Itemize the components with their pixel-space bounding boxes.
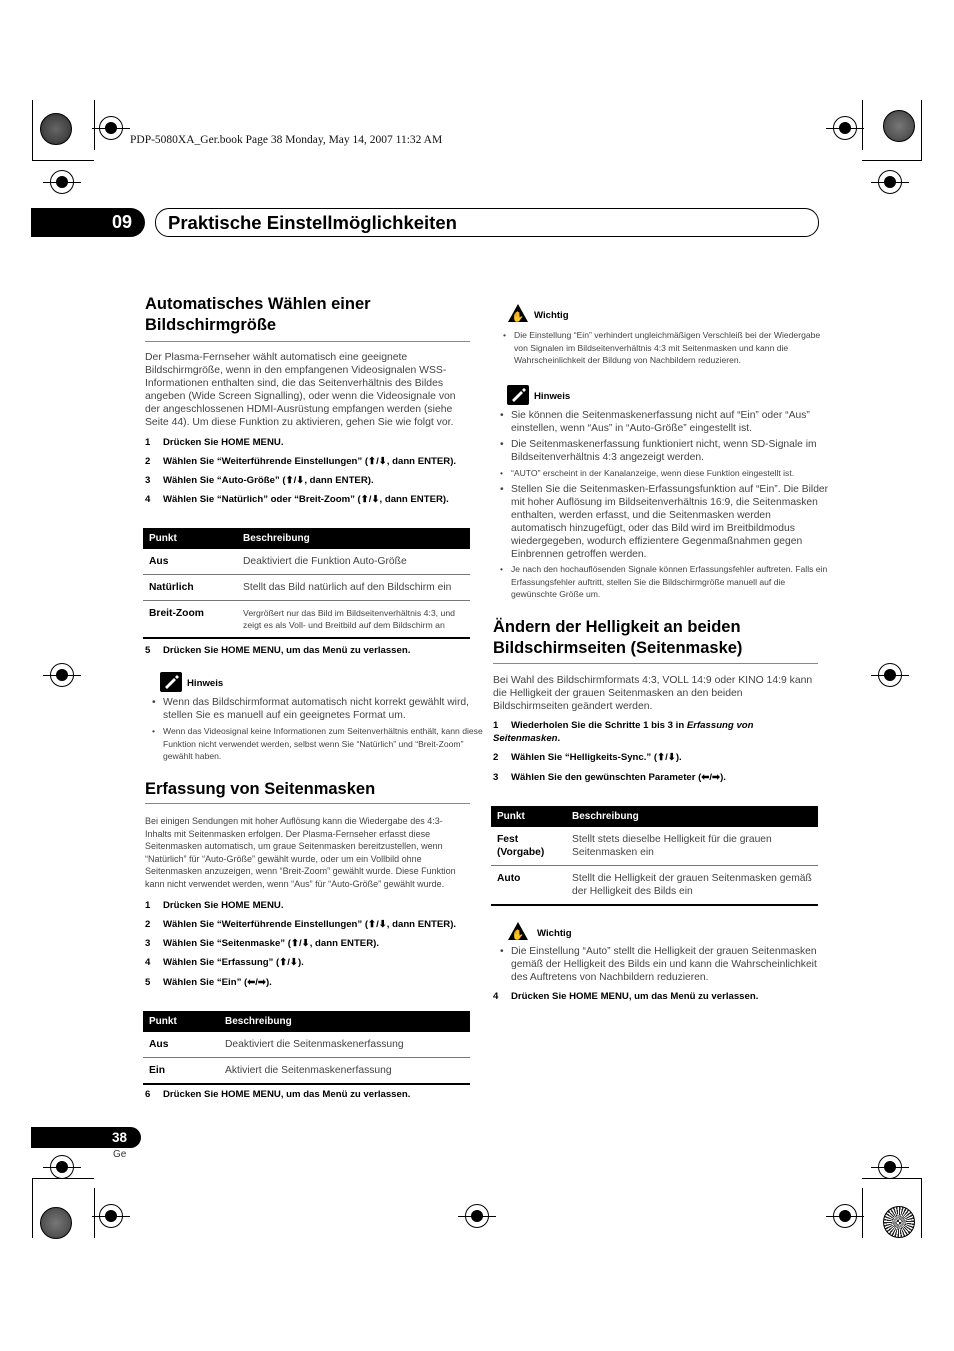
- crop-line: [862, 1188, 863, 1238]
- chapter-title: Praktische Einstellmöglichkeiten: [168, 212, 457, 233]
- registration-target: [99, 116, 123, 140]
- step-text-end: .: [557, 733, 561, 744]
- section-title-auto-size: [145, 294, 371, 336]
- section-title-brightness: [493, 617, 742, 659]
- note-label: Hinweis: [187, 678, 224, 689]
- table-header-row: [143, 528, 470, 549]
- crop-line: [921, 100, 922, 160]
- table-header: Punkt: [143, 1011, 219, 1032]
- step-number: 2: [145, 456, 151, 467]
- step-text: Drücken Sie HOME MENU.: [163, 900, 284, 911]
- table-cell: Deaktiviert die Funktion Auto-Größe: [237, 549, 470, 575]
- step-number: 3: [493, 772, 499, 783]
- table-header: Punkt: [143, 528, 237, 549]
- registration-target: [50, 663, 74, 687]
- table-cell: Auto: [491, 866, 566, 906]
- note-item: • Je nach den hochauflösenden Signale können Erfassungsfehler auftreten. Falls ein Erfassungsfehler auftritt, stellen Sie die Bildschirmgröße manuell auf die gewünschte Größe um.: [500, 563, 829, 601]
- table-cell: Natürlich: [143, 575, 237, 601]
- important-item: • Die Einstellung “Ein” verhindert ungleichmäßigen Verschleiß bei der Wiedergabe von Signalen im Bildseitenverhältnis 4:3 mit Seitenmasken und kann die Wahrscheinlichkeit der Bildung von Nachbildern reduzieren.: [503, 329, 832, 367]
- title-line: Ändern der Helligkeit an beiden: [493, 618, 741, 636]
- step: [145, 475, 374, 486]
- important-label: Wichtig: [534, 310, 569, 321]
- registration-target: [878, 170, 902, 194]
- table-cell: Stellt stets dieselbe Helligkeit für die grauen Seitenmasken ein: [566, 827, 818, 866]
- file-info: PDP-5080XA_Ger.book Page 38 Monday, May 14, 2007 11:32 AM: [130, 134, 443, 146]
- crop-line: [32, 1178, 94, 1179]
- registration-rosette: [883, 1206, 915, 1238]
- table-cell: Aus: [143, 549, 237, 575]
- step: [145, 1089, 410, 1100]
- step: [145, 919, 456, 930]
- step-text: Wiederholen Sie die Schritte 1 bis 3 in: [511, 720, 687, 731]
- table-header: Beschreibung: [219, 1011, 470, 1032]
- table-cell: Stellt die Helligkeit der grauen Seitenmasken gemäß der Helligkeit des Bilds ein: [566, 866, 818, 906]
- step-text: Drücken Sie HOME MENU, um das Menü zu verlassen.: [163, 645, 411, 656]
- note-icon: [160, 672, 182, 692]
- important-label: Wichtig: [537, 928, 572, 939]
- note-icon: [507, 385, 529, 405]
- step: [145, 645, 410, 656]
- page-language: Ge: [113, 1149, 127, 1160]
- registration-target: [833, 116, 857, 140]
- note-item: • Die Seitenmaskenerfassung funktioniert nicht, wenn SD-Signale im Bildseitenverhältnis 4:3 angezeigt werden.: [500, 438, 829, 464]
- step-number: 3: [145, 938, 151, 949]
- step-reference: Seitenmasken: [493, 733, 558, 744]
- step-text: Wählen Sie “Erfassung” (⬆/⬇).: [163, 957, 304, 968]
- section-rule: [145, 341, 470, 342]
- step-number: 1: [145, 437, 151, 448]
- step-number: 4: [145, 494, 151, 505]
- step: [145, 977, 272, 988]
- step-reference: Erfassung von: [686, 720, 754, 731]
- registration-target: [99, 1204, 123, 1228]
- important-item: • Die Einstellung “Auto” stellt die Helligkeit der grauen Seitenmasken gemäß der Helligkeit des Bilds ein und kann die Wahrscheinlichkeit des Auftretens von Nachbildern reduzieren.: [500, 945, 831, 984]
- crop-line: [94, 1188, 95, 1238]
- registration-rosette: [40, 1207, 72, 1239]
- registration-target: [878, 663, 902, 687]
- auto-size-table: [143, 528, 470, 639]
- title-line: Bildschirmgröße: [145, 316, 277, 334]
- note-label: Hinweis: [534, 391, 571, 402]
- step-number: 3: [145, 475, 151, 486]
- table-row: [143, 549, 470, 575]
- crop-line: [32, 160, 94, 161]
- crop-line: [921, 1178, 922, 1238]
- step: [145, 900, 283, 911]
- registration-target: [50, 170, 74, 194]
- title-line: Automatisches Wählen einer: [145, 295, 371, 313]
- table-header: Beschreibung: [566, 806, 818, 827]
- table-cell: Ein: [143, 1058, 219, 1085]
- crop-line: [32, 100, 33, 160]
- table-row: [143, 575, 470, 601]
- step-number: 1: [145, 900, 151, 911]
- table-row: [143, 1058, 470, 1085]
- crop-line: [94, 100, 95, 150]
- step-text: Wählen Sie “Ein” (⬅/➡).: [163, 977, 272, 988]
- table-row: [143, 1032, 470, 1058]
- table-row: [491, 866, 818, 906]
- title-line: Bildschirmseiten (Seitenmaske): [493, 639, 743, 657]
- registration-target: [833, 1204, 857, 1228]
- registration-target: [878, 1155, 902, 1179]
- table-row: [143, 601, 470, 639]
- step: [493, 991, 758, 1002]
- note-item: • Wenn das Bildschirmformat automatisch nicht korrekt gewählt wird, stellen Sie es manuell auf ein geeignetes Format um.: [152, 696, 481, 722]
- step: [145, 957, 304, 968]
- chapter-number: 09: [112, 212, 133, 232]
- step-number: 4: [493, 991, 499, 1002]
- note-item: • Wenn das Videosignal keine Informationen zum Seitenverhältnis enthält, kann diese Funktion nicht verwendet werden, selbst wenn Sie “Natürlich” und “Breit-Zoom” gewählt haben.: [152, 725, 483, 763]
- table-header: Punkt: [491, 806, 566, 827]
- svg-text:✋: ✋: [511, 930, 525, 941]
- section-rule: [145, 803, 470, 804]
- table-cell: Aktiviert die Seitenmaskenerfassung: [219, 1058, 470, 1085]
- step-text: Wählen Sie “Seitenmaske” (⬆/⬇, dann ENTER).: [163, 938, 379, 949]
- section-title-side-mask-detection: Erfassung von Seitenmasken: [145, 780, 376, 798]
- step-text: Wählen Sie den gewünschten Parameter (⬅/➡).: [511, 772, 726, 783]
- step-text: Wählen Sie “Auto-Größe” (⬆/⬇, dann ENTER).: [163, 475, 374, 486]
- side-mask-detection-table: [143, 1011, 470, 1085]
- note-item: • “AUTO” erscheint in der Kanalanzeige, wenn diese Funktion eingestellt ist.: [500, 467, 831, 480]
- section-intro: Bei Wahl des Bildschirmformats 4:3, VOLL 14:9 oder KINO 14:9 kann die Helligkeit der grauen Seitenmasken an den beiden Bildschirmseiten geändert werden.: [493, 675, 813, 712]
- registration-rosette: [40, 113, 72, 145]
- note-item: • Sie können die Seitenmaskenerfassung nicht auf “Ein” oder “Aus” einstellen, wenn “Aus” in “Auto-Größe” eingestellt ist.: [500, 409, 829, 435]
- step-text: Wählen Sie “Weiterführende Einstellungen” (⬆/⬇, dann ENTER).: [163, 456, 457, 467]
- crop-line: [862, 160, 922, 161]
- svg-text:✋: ✋: [511, 312, 525, 323]
- page-number: 38: [112, 1130, 128, 1145]
- step: [145, 456, 456, 467]
- table-cell: Breit-Zoom: [143, 601, 237, 639]
- table-cell: Stellt das Bild natürlich auf den Bildschirm ein: [237, 575, 470, 601]
- important-icon: [507, 303, 529, 323]
- step: [493, 719, 793, 745]
- step-number: 6: [145, 1089, 151, 1100]
- table-cell: Deaktiviert die Seitenmaskenerfassung: [219, 1032, 470, 1058]
- step-text: Drücken Sie HOME MENU, um das Menü zu verlassen.: [511, 991, 759, 1002]
- table-header: Beschreibung: [237, 528, 470, 549]
- step-text: Wählen Sie “Natürlich” oder “Breit-Zoom” (⬆/⬇, dann ENTER).: [163, 494, 449, 505]
- crop-line: [32, 1178, 33, 1238]
- step-number: 2: [145, 919, 151, 930]
- important-icon: [507, 921, 529, 941]
- table-cell: Vergrößert nur das Bild im Bildseitenverhältnis 4:3, und zeigt es als Voll- und Breitbild auf dem Bildschirm an: [237, 601, 470, 639]
- step-number: 1: [493, 720, 499, 731]
- step-text: Drücken Sie HOME MENU.: [163, 437, 284, 448]
- table-cell: Aus: [143, 1032, 219, 1058]
- crop-line: [862, 100, 863, 150]
- step-number: 2: [493, 752, 499, 763]
- step: [493, 752, 682, 763]
- section-rule: [493, 663, 818, 664]
- step: [145, 437, 283, 448]
- section-intro: Bei einigen Sendungen mit hoher Auflösung kann die Wiedergabe des 4:3-Inhalts mit Seitenmasken erfolgen. Der Plasma-Fernseher erfasst diese Seitenmasken automatisch, um graue Seitenmasken bereitzustellen, wenn “Natürlich” für “Auto-Größe” gewählt wurde, oder um ein Vollbild ohne Seitenmasken anzuzeigen, wenn “Breit-Zoom” gewählt wurde. Diese Funktion kann nicht verwendet werden, wenn “Aus” für “Auto-Größe” gewählt wurde.: [145, 816, 456, 889]
- table-cell: Fest (Vorgabe): [491, 827, 566, 866]
- table-header-row: [143, 1011, 470, 1032]
- brightness-table: [491, 806, 818, 906]
- table-row: [491, 827, 818, 866]
- registration-target: [465, 1204, 489, 1228]
- step-text: Wählen Sie “Weiterführende Einstellungen” (⬆/⬇, dann ENTER).: [163, 919, 457, 930]
- registration-target: [50, 1155, 74, 1179]
- registration-rosette: [883, 110, 915, 142]
- step-text: Wählen Sie “Helligkeits-Sync.” (⬆/⬇).: [511, 752, 682, 763]
- section-intro: Der Plasma-Fernseher wählt automatisch eine geeignete Bildschirmgröße, wenn in den empfangenen Videosignalen WSS-Informationen enthalten sind, die das Seitenverhältnis des Bildes angeben (Wide Screen Signalling), oder wenn die Videosignale von der angeschlossenen HDMI-Ausrüstung empfangen werden (siehe Seite 44). Um diese Funktion zu aktivieren, gehen Sie wie folgt vor.: [145, 352, 456, 428]
- step: [145, 494, 449, 505]
- step: [145, 938, 379, 949]
- crop-line: [862, 1178, 922, 1179]
- table-header-row: [491, 806, 818, 827]
- step: [493, 772, 726, 783]
- step-number: 5: [145, 977, 151, 988]
- step-number: 4: [145, 957, 151, 968]
- note-item: • Stellen Sie die Seitenmasken-Erfassungsfunktion auf “Ein”. Die Bilder mit hoher Auflösung im Bildseitenverhältnis 16:9, die Seitenmasken enthalten, werden erfasst, und die Seitenmasken werden automatisch hinzugefügt, oder das Bild wird im Breitbildmodus wiedergegeben, wodurch effizientere Gegenmaßnahmen gegen Einbrennen getroffen werden.: [500, 483, 829, 561]
- step-text: Drücken Sie HOME MENU, um das Menü zu verlassen.: [163, 1089, 411, 1100]
- step-number: 5: [145, 645, 151, 656]
